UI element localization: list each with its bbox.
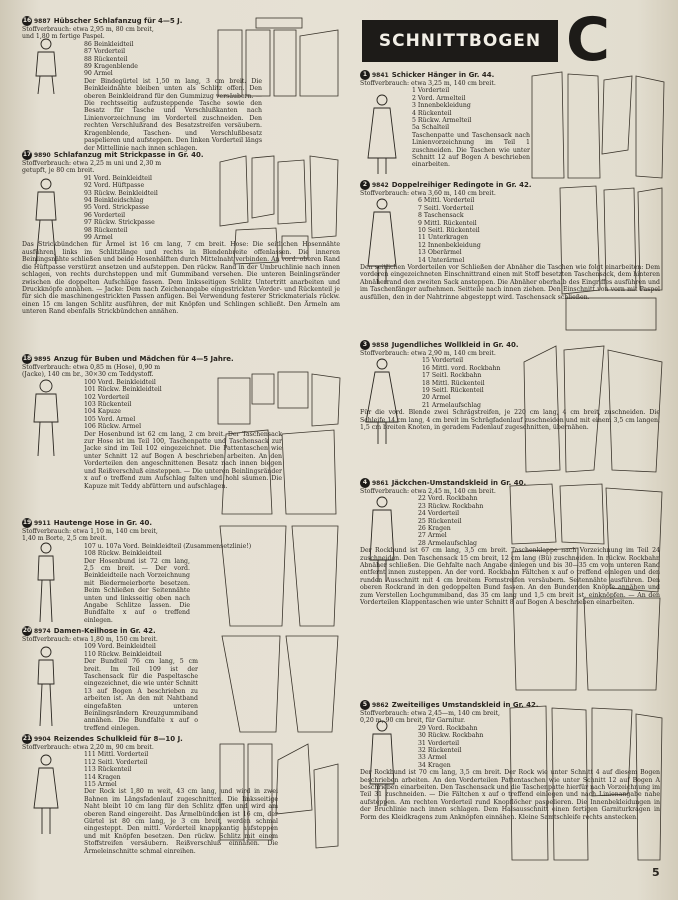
fabric-line: Stoffverbrauch: etwa 2,95 m, 80 cm breit, [22,26,154,33]
pattern-title: Jäckchen-Umstandskleid in Gr. 40. [391,479,527,487]
pattern-sketch-21 [216,740,342,852]
instruction-text: Für die vord. Blende zwei Schrägstreifen, je 220 cm lang, 4 cm breit, zuschneiden. Die Schleife 14 cm lang, 4 cm breit im Schrägfadenlauf zuschneiden und mit einem 3,5 cm langen, 1,5 cm breiten Knoten, in geradem Fadenlauf zugeschnitten, übernähen. [360,409,660,432]
part-item: 115 Ärmel [84,781,117,789]
fabric-line: 1,40 m Borte, 2,5 cm breit. [22,535,108,543]
part-item: 105 Vord. Ärmel [84,415,136,423]
fashion-figure-4 [362,494,402,584]
pattern-code: 9842 [372,182,389,189]
pattern-title: Jugendliches Wollkleid in Gr. 40. [391,341,519,349]
part-item: 9 Mittl. Rückenteil [418,219,477,227]
fabric-line: und 1,80 m fertige Paspel. [22,33,105,41]
part-item: 31 Vorderteil [418,739,460,747]
part-item: 6 Mittl. Vorderteil [418,197,475,205]
pattern-title: Doppelreihiger Redingote in Gr. 42. [391,181,532,189]
instruction-text: Der Rockbund ist 70 cm lang, 3,5 cm breit. Der Rock wie unter Schnitt 4 auf diesem Bogen beschrieben arbeiten. An den Vorderteilen Pattentaschen wie unter Schnitt 12 auf Bogen A beschrieben einarbeiten. Den Taschensack und die Taschenpatte hierfür nach Vorzeichnung im Teil 31 zuschneiden. — Die Fältchen x auf o treffend einlegen und nach Linienangabe nahe aufsteppen. Am rechten Vorderteil rund Knopflöcher paspelieren. Die Innenbekleidungen in der Bruchlinie nach innen schlagen. Dem Halsausschnitt einen fertigen Garniturkragen in Form des Kleidkragens zum Anknöpfen einnähen. Kleine Samtschleife rechts anstecken. [360,769,660,821]
part-item: 90 Ärmel [84,70,113,78]
fashion-figure-3 [362,356,402,446]
entry-number-badge: 2 [360,180,370,190]
part-item: 30 Rückw. Rockbahn [418,732,484,740]
pattern-title: Schicker Hänger in Gr. 44. [391,71,495,79]
part-item: 28 Ärmelaufschlag [418,539,477,547]
fabric-line: Stoffverbrauch: etwa 2,20 m, 90 cm breit. [22,744,154,751]
part-item: 4 Rückenteil [412,109,452,117]
pattern-title: Anzug für Buben und Mädchen für 4—5 Jahre. [53,355,234,363]
pattern-code: 9895 [34,356,51,363]
page-number: 5 [652,866,660,879]
part-item: 15 Vorderteil [422,357,464,365]
part-item: 89 Kragenblende [84,63,138,71]
fabric-line: Stoffverbrauch: etwa 0,85 m (Hose), 0,90 m [22,364,161,371]
instruction-text: Der Hosenbund ist 72 cm lang, 2,5 cm breit. — Der vord. Beinkleidteile nach Vorzeichnung mit Biedermeierborte besetzen. Beim Schließen der Seitennähte unten und linksseitig oben nach Angabe Schlitze lassen. Die Bundfalte x auf o treffend einlegen. [84,557,190,624]
fabric-line: Stoffverbrauch: etwa 2,45 m, 140 cm breit. [360,488,496,495]
part-item: 3 Innenbekleidung [412,102,471,110]
pattern-code: 9887 [34,18,51,25]
part-item: 12 Innenbekleidung [418,241,481,249]
pattern-sketch-3 [520,342,666,476]
part-item: 32 Rückenteil [418,747,462,755]
instruction-text: Der Bundteil 76 cm lang, 5 cm breit. Im Teil 109 ist der Taschensack für die Paspeltasche eingezeichnet, die wie unter Schnitt 13 auf Bogen A beschrieben zu arbeiten ist. An den mit Nahtband eingefaßten unteren Beinlingsrändern Kreuzgummiband annähen. Die Bundfalte x auf o treffend einlegen. [84,658,198,732]
fashion-figure-2 [362,196,402,286]
part-item: 98 Rückenteil [84,226,128,234]
fashion-figure-20 [26,644,66,728]
part-item: 33 Ärmel [418,754,447,762]
part-item: 34 Kragen [418,761,451,769]
part-item: 1 Vorderteil [412,87,450,95]
fabric-line: Stoffverbrauch: etwa 2,45—m, 140 cm breit, [360,710,501,717]
part-item: 102 Vorderteil [84,393,130,401]
pattern-code: 9911 [34,520,51,527]
section-header [362,20,558,62]
pattern-sketch-16 [216,16,342,100]
instruction-text: Der Rock ist 1,80 m weit, 43 cm lang, und wird in zwei Bahnen im Längsfadenlauf zugeschnitten. Die linksseitige Naht bleibt 10 cm lang für den Schlitz offen und wird am oberen Rand eingereiht. Das Ärmelbündchen ist 16 cm, der Gürtel ist 80 cm lang, je 3 cm breit, werden schmal eingesteppt. Den mittl. Vorderteil knappkantig aufsteppen und mit Knöpfen besetzen. Den rückw. Schlitz mit einem Stoffstreifen versäubern. Reißverschluß einnähen. Die Ärmeleinschnitte schmal einreihen. [84,788,278,855]
part-item: 110 Rückw. Beinkleidteil [84,650,162,658]
fabric-line: Stoffverbrauch: etwa 2,90 m, 140 cm breit. [360,350,496,357]
pattern-title: Schlafanzug mit Strickpasse in Gr. 40. [53,151,204,159]
part-item: 2 Vord. Ärmelteil [412,94,466,102]
part-item: 97 Rückw. Strickpasse [84,219,155,227]
part-item: 25 Rückenteil [418,517,462,525]
pattern-sketch-5 [506,704,666,864]
pattern-title: Reizendes Schulkleid für 8—10 J. [53,735,183,743]
instruction-text: Taschenpatte und Taschensack nach Linienvorzeichnung im Teil 1 zuschneiden. Die Taschen wie unter Schnitt 12 auf Bogen A beschrieben einarbeiten. [412,131,530,169]
part-item: 13 Oberärmel [418,249,462,257]
pattern-sketch-2 [556,184,666,334]
pattern-sketch-4 [506,482,666,696]
fabric-line: Stoffverbrauch: etwa 1,10 m, 140 cm breit, [22,528,158,535]
entry-number-badge: 16 [22,17,32,24]
part-item: 107 u. 107a Vord. Beinkleidteil (Zusammensetzlinie!) [84,542,252,550]
part-item: 24 Vorderteil [418,510,460,518]
part-item: 95 Vord. Strickpasse [84,204,149,212]
instruction-text: Das Strickbündchen für Ärmel ist 16 cm lang, 7 cm breit. Hose: Die seitlichen Hosennähte ausführen, links im Schlitzlänge und rechts in Blendenbreite offenlassen. Die inneren Beinlingsnähte schließen und beide Hosenhälften durch Mittelnaht verbinden. An vord. oberen Rand die Hüftpasse verstürzt ansetzen und aufsteppen. Den rückw. Rand in der Umbruchlinie nach innen schlagen, von rechts durchsteppen und mit Gummiband versehen. Die unteren Beinlingsränder zwischen die doppelten Aufschläge fassen. Dem linksseitigen Schlitz Untertritt anarbeiten und Druckknöpfe annähen. — Jacke: Dem nach Zeichenangabe eingestrickten Vorder- und Rückenteil je für sich die maschinengestrickten Passen anfügen. Bei Verwendung festerer Strickmaterials rückw. einen 15 cm langen Schlitz ausführen, der mit Knöpfen und Schlingen schließt. Den Ärmeln am unteren Rand ebenfalls Strickbündchen annähen. [22,241,340,316]
instruction-text: Den seitlichen Vorderteilen vor Schließen der Abnäher die Taschen wie folgt einarbeiten: Dem vorderen eingezeichneten Einschnittrand einen mit Stoff besetzten Taschensack, dem hinteren Abnäherrand den zweiten Sack ansteppen. Die Abnäher oberhalb des Eingriffes ausführen und im Taschenfänger aufnehmen. Seitteile nach innen ziehen. Den Einschnitt von vorn mit Paspel ausfüllen, den in der Nahtrinne abgesteppt wird. Taschensack schließen. [360,264,660,301]
part-item: 92 Vord. Hüftpasse [84,182,145,190]
fashion-figure-17 [26,176,66,266]
pattern-title: Damen-Keilhose in Gr. 42. [53,627,156,635]
fabric-line: Stoffverbrauch: etwa 3,25 m, 140 cm breit. [360,80,496,87]
part-item: 86 Beinkleidteil [84,40,134,48]
entry-number-badge: 18 [22,355,32,362]
part-item: 29 Vord. Rockbahn [418,724,478,732]
fabric-line: Stoffverbrauch: etwa 1,80 m, 150 cm breit. [22,636,158,643]
pattern-sketch-19 [216,522,342,630]
part-item: 99 Ärmel [84,234,113,242]
entry-number-badge: 19 [22,519,32,526]
part-item: 101 Rückw. Beinkleidteil [84,386,162,394]
part-item: 14 Unterärmel [418,256,465,264]
part-item: 8 Taschensack [418,212,464,220]
pattern-code: 9904 [34,736,51,743]
part-item: 5a Schalteil [412,124,450,132]
pattern-code: 8974 [34,628,51,635]
fabric-line: getupft, je 80 cm breit. [22,167,95,175]
instruction-text: Der Rockbund ist 67 cm lang, 3,5 cm breit. Taschenklappe nach Vorzeichnung im Teil 24 zuschneiden. Den Taschensack 15 cm breit, 12 cm lang (Bü) zuschneiden. In rückw. Rockbahn Abnäher schließen. Die Gehfalte nach Angabe einlegen und bis 30—35 cm vom unteren Rand entfernt innen zusteppen. An der vord. Rockbahn Fältchen x auf o treffend einlegen und den runden Ausschnitt mit 4 cm breitem Formstreifen versäubern. Seitennähte ausführen. Den oberen Rockrand in den gedoppelten Bund fassen. An den Bundenden Knöpfe annähen und zum Verstellen Lochgummiband, das 35 cm lang und 1,5 cm breit ist, einknöpfen. — An den Vorderteilen Klappentaschen wie unter Schnitt 8 auf Bogen A beschrieben einarbeiten. [360,547,660,607]
part-item: 19 Seitl. Rückenteil [422,387,484,395]
pattern-code: 9841 [372,72,389,79]
fashion-figure-19 [26,540,66,624]
pattern-code: 9861 [372,480,389,487]
entry-number-badge: 1 [360,70,370,80]
entry-number-badge: 21 [22,735,32,742]
pattern-sketch-20 [216,632,342,736]
fashion-figure-21 [26,752,66,836]
part-item: 88 Rückenteil [84,55,128,63]
pattern-title: Hübscher Schlafanzug für 4—5 J. [53,17,183,25]
part-item: 109 Vord. Beinkleidteil [84,643,156,651]
part-item: 23 Rückw. Rockbahn [418,502,484,510]
instruction-text: Der Bindegürtel ist 1,50 m lang, 3 cm breit. Die Beinkleidnähte bleiben unten als Schlitz offen. Den oberen Beinkleidrand für den Gummizug versäubern. — Die rechtsseitig aufzusteppende Tasche sowie den Besatz für Tasche und Verschlußkanten nach Linienvorzeichnung im Vorderteil zuschneiden. Den rechten Verschlußrand des Besatzstreifen versäubern. Kragenblende, Taschen- und Verschlußbesatz paspelieren und aufsteppen. Den linken Vorderteil längs der Mittellinie nach innen schlagen. [84,77,262,152]
pattern-code: 9862 [372,702,389,709]
part-item: 94 Beinkleidschlag [84,197,144,205]
part-item: 100 Vord. Beinkleidteil [84,378,156,386]
part-item: 93 Rückw. Beinkleidteil [84,189,158,197]
pattern-code: 9858 [372,342,389,349]
part-item: 91 Vord. Beinkleidteil [84,174,152,182]
fabric-line: Stoffverbrauch: etwa 3,60 m, 140 cm breit. [360,190,496,197]
pattern-sketch-17 [216,152,342,268]
fabric-line: (Jacke), 140 cm br., 30×30 cm Teddystoff. [22,371,154,379]
part-item: 17 Seitl. Rockbahn [422,372,482,380]
part-item: 16 Mittl. vord. Rockbahn [422,364,501,372]
fashion-figure-5 [362,718,402,808]
entry-number-badge: 20 [22,627,32,634]
entry-number-badge: 4 [360,478,370,488]
part-item: 103 Rückenteil [84,401,132,409]
fashion-figure-16 [26,36,66,96]
part-item: 108 Rückw. Beinkleidteil [84,550,162,558]
header-title: SCHNITTBOGEN [378,31,542,51]
pattern-code: 9890 [34,152,51,159]
pattern-title: Zweiteiliges Umstandskleid in Gr. 42. [391,701,539,709]
part-item: 7 Seitl. Vorderteil [418,204,474,212]
part-item: 87 Vorderteil [84,48,126,56]
part-item: 114 Kragen [84,773,121,781]
part-item: 106 Rückw. Ärmel [84,423,142,431]
part-item: 18 Mittl. Rückenteil [422,379,485,387]
pattern-title: Hautenge Hose in Gr. 40. [53,519,153,527]
part-item: 5 Rückw. Ärmelteil [412,117,472,125]
part-item: 96 Vorderteil [84,211,126,219]
pattern-sketch-18 [216,368,342,518]
entry-number-badge: 17 [22,151,32,158]
part-item: 22 Vord. Rockbahn [418,495,478,503]
fabric-line: 0,20 m, 90 cm breit, für Garnitur. [360,717,466,725]
pattern-sketch-1 [528,70,668,182]
entry-number-badge: 3 [360,340,370,350]
part-item: 112 Seitl. Vorderteil [84,758,148,766]
part-item: 111 Mittl. Vorderteil [84,751,149,759]
part-item: 20 Ärmel [422,394,451,402]
part-item: 26 Kragen [418,525,451,533]
part-item: 11 Unterkragen [418,234,469,242]
fashion-figure-1 [362,92,402,176]
fashion-figure-18 [26,378,66,458]
fabric-line: Stoffverbrauch: etwa 2,25 m uni und 2,30 m [22,160,162,167]
instruction-text: Der Hosenbund ist 62 cm lang, 2 cm breit. Der Taschensack zur Hose ist im Teil 100, Taschenpatte und Taschensack zur Jacke sind im Teil 102 eingezeichnet. Die Pattentaschen wie unter Schnitt 12 auf Bogen A beschrieben arbeiten. An den Vorderteilen den angeschnittenen Besatz nach innen biegen und Reißverschluß einsteppen. — Die unteren Beinlingsränder x auf o treffend zum Aufschlag falten und hohl säumen. Die Kapuze mit Teddy abfüttern und aufschlagen. [84,430,282,490]
part-item: 21 Ärmelaufschlag [422,401,481,409]
part-item: 10 Seitl. Rückenteil [418,227,480,235]
part-item: 104 Kapuze [84,408,121,416]
sheet-letter: C [566,5,611,75]
entry-number-badge: 5 [360,700,370,710]
part-item: 113 Rückenteil [84,766,132,774]
part-item: 27 Ärmel [418,532,447,540]
